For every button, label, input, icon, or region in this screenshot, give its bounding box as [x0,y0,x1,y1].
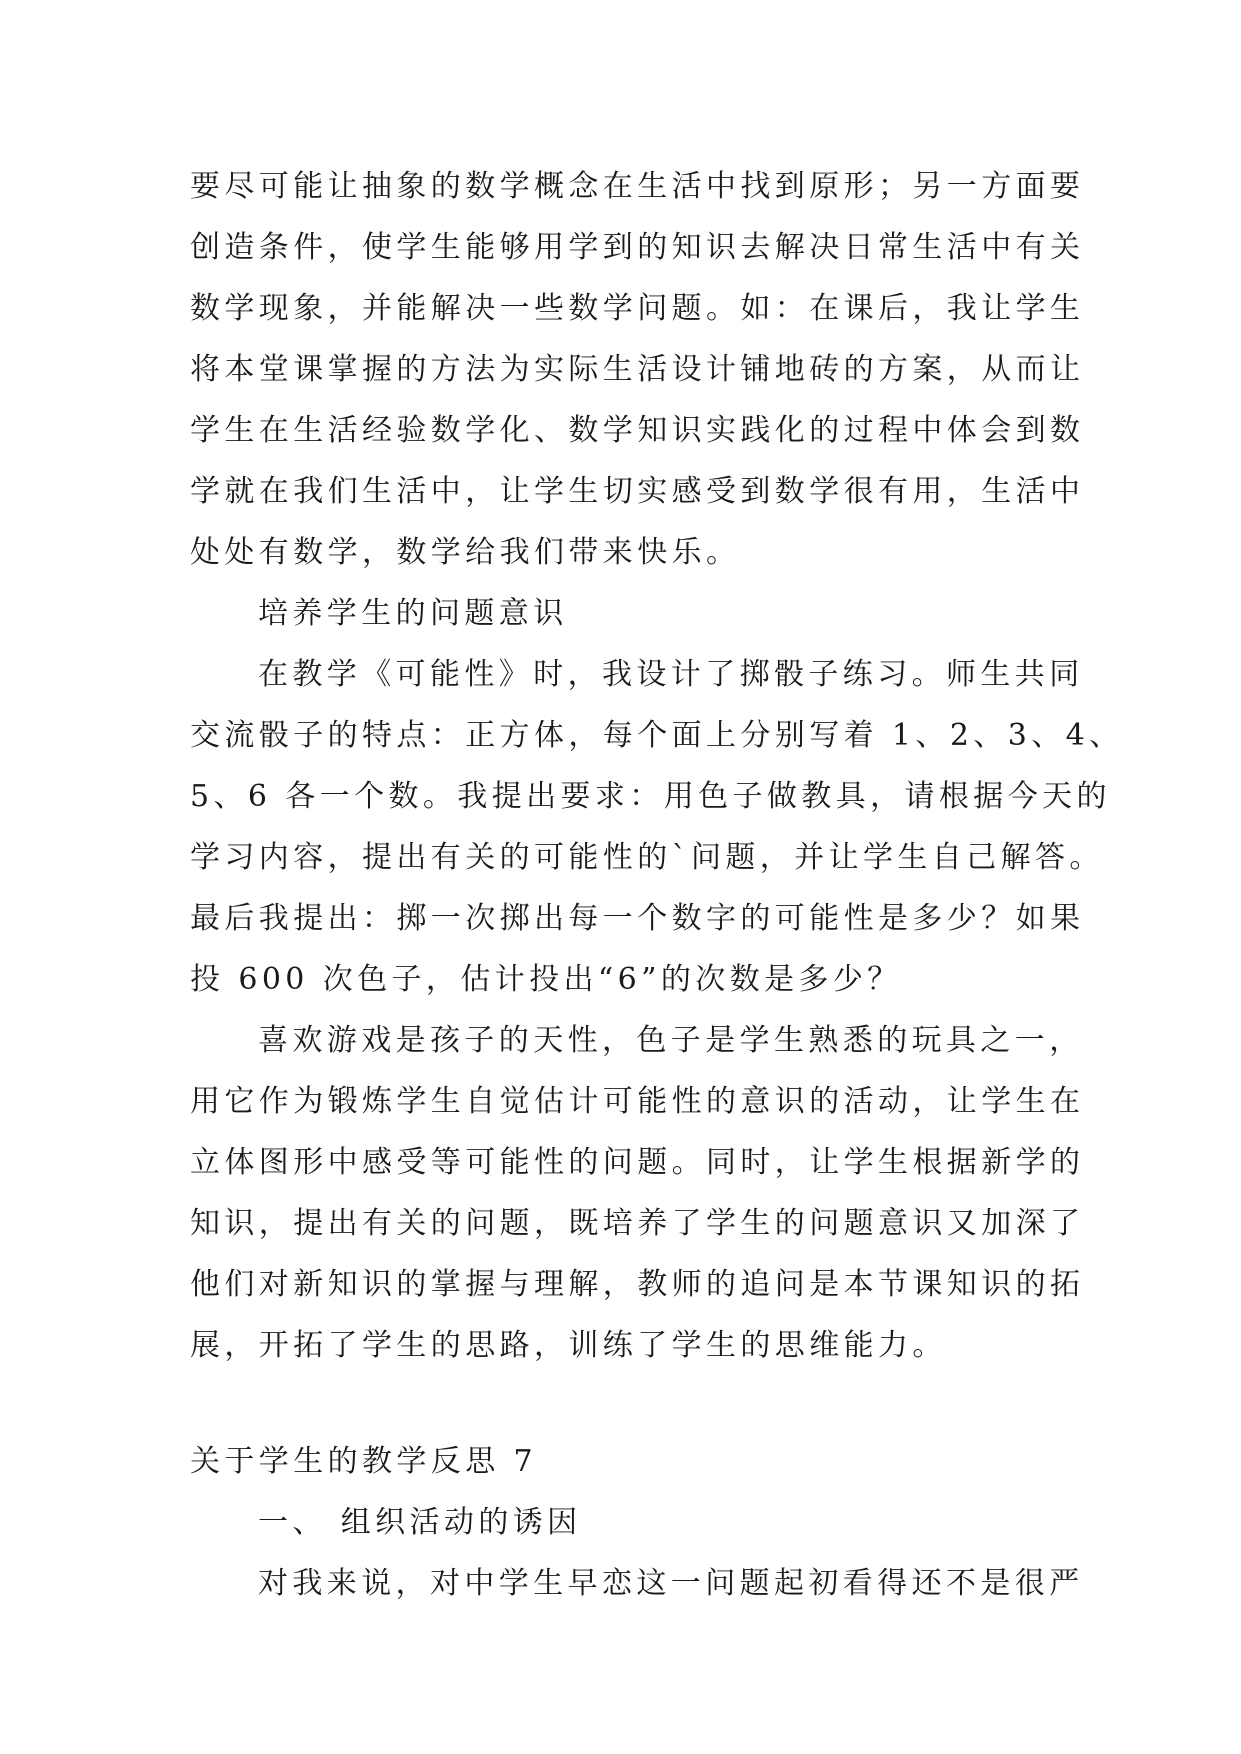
paragraph-line: 立体图形中感受等可能性的问题。同时，让学生根据新学的 [190,1145,1085,1180]
paragraph-line: 学就在我们生活中，让学生切实感受到数学很有用，生活中 [190,474,1085,509]
paragraph-line: 对我来说，对中学生早恋这一问题起初看得还不是很严 [258,1566,1084,1601]
paragraph-line: 投 600 次色子，估计投出“6”的次数是多少？ [190,962,902,997]
paragraph-line: 5、6 各一个数。我提出要求：用色子做教具，请根据今天的 [190,779,1111,814]
paragraph-line: 学习内容，提出有关的可能性的`问题，并让学生自己解答。 [190,840,1104,875]
paragraph-line: 数学现象，并能解决一些数学问题。如：在课后，我让学生 [190,291,1085,326]
section-heading: 一、 组织活动的诱因 [258,1505,582,1540]
paragraph-line: 在教学《可能性》时，我设计了掷骰子练习。师生共同 [258,657,1084,692]
paragraph-line: 处处有数学，数学给我们带来快乐。 [190,535,741,570]
article-title: 关于学生的教学反思 7 [190,1444,538,1479]
paragraph-line: 交流骰子的特点：正方体，每个面上分别写着 1、2、3、4、 [190,718,1124,753]
paragraph-line: 知识，提出有关的问题，既培养了学生的问题意识又加深了 [190,1206,1085,1241]
paragraph-line: 要尽可能让抽象的数学概念在生活中找到原形；另一方面要 [190,169,1085,204]
paragraph-line: 用它作为锻炼学生自觉估计可能性的意识的活动，让学生在 [190,1084,1085,1119]
paragraph-line: 最后我提出：掷一次掷出每一个数字的可能性是多少？如果 [190,901,1085,936]
paragraph-line: 创造条件，使学生能够用学到的知识去解决日常生活中有关 [190,230,1085,265]
paragraph-line: 展，开拓了学生的思路，训练了学生的思维能力。 [190,1328,947,1363]
paragraph-line: 他们对新知识的掌握与理解，教师的追问是本节课知识的拓 [190,1267,1085,1302]
paragraph-line: 学生在生活经验数学化、数学知识实践化的过程中体会到数 [190,413,1085,448]
paragraph-line: 将本堂课掌握的方法为实际生活设计铺地砖的方案，从而让 [190,352,1085,387]
paragraph-line: 喜欢游戏是孩子的天性，色子是学生熟悉的玩具之一， [258,1023,1084,1058]
section-heading: 培养学生的问题意识 [258,596,568,631]
